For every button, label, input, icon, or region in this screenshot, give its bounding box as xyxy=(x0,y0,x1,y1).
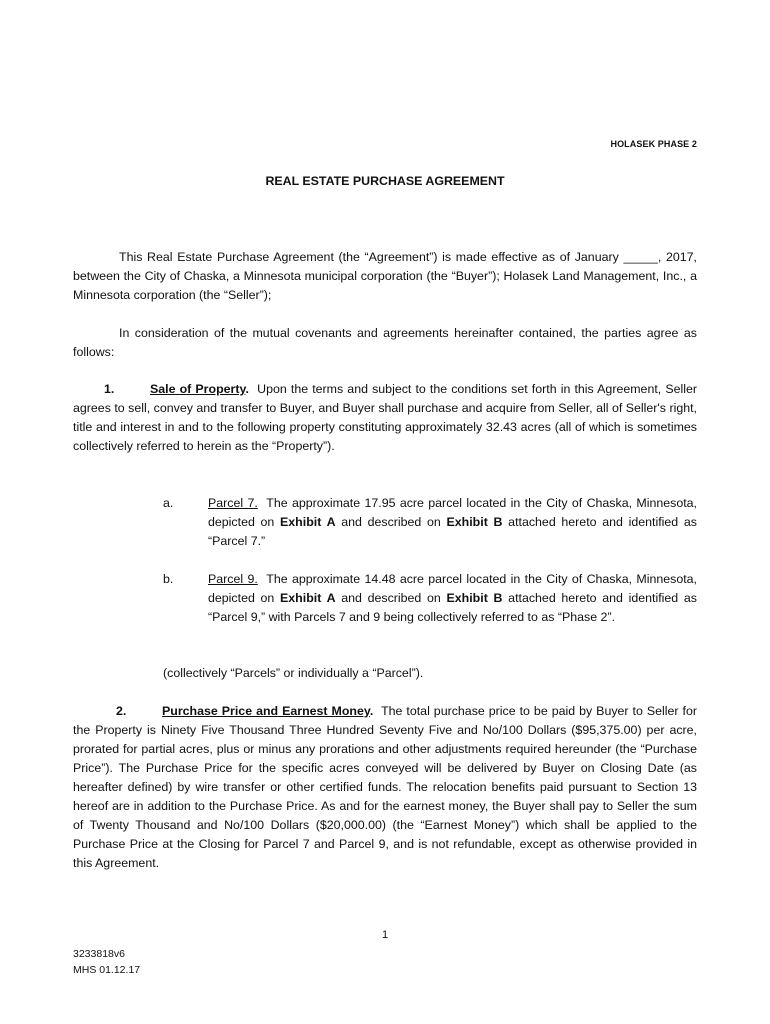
parcel-a-item xyxy=(163,494,697,551)
page-number: 1 xyxy=(381,929,389,941)
parcel-b-label: Parcel 9. xyxy=(208,572,258,586)
parcel-b-text-block xyxy=(208,570,697,627)
section-2-heading: Purchase Price and Earnest Money xyxy=(162,704,370,718)
section-1 xyxy=(73,380,697,456)
parcel-b-text2: and described on xyxy=(341,591,441,605)
footer xyxy=(73,946,140,978)
intro-paragraph xyxy=(73,248,697,305)
parcel-b-item xyxy=(163,570,697,627)
section-2-number: 2. xyxy=(116,704,127,718)
section-2 xyxy=(73,702,697,873)
section-1-paragraph xyxy=(73,380,697,456)
parcel-a-text-block xyxy=(208,494,697,551)
consideration-paragraph xyxy=(73,324,697,362)
section-2-paragraph xyxy=(73,702,697,873)
parcel-a-exhibit-b: Exhibit B xyxy=(446,515,503,529)
section-1-number: 1. xyxy=(104,382,115,396)
collective-definition: (collectively “Parcels” or individually a “Parcel”). xyxy=(163,666,424,680)
parcel-a-label: Parcel 7. xyxy=(208,496,258,510)
parcel-a-text3: attached hereto and identified as “Parcel 7.” xyxy=(208,515,697,548)
section-2-heading-punct: . xyxy=(369,704,374,718)
intro-text: This Real Estate Purchase Agreement (the “Agreement”) is made effective as of January _____, 2017, between the City of Chaska, a Minnesota municipal corporation (the “Buyer”); Holasek Land Management, Inc., a Minnesota corporation (the “Seller”); xyxy=(73,250,697,302)
parcel-a-exhibit-a: Exhibit A xyxy=(280,515,336,529)
footer-initials-date: MHS 01.12.17 xyxy=(73,964,141,976)
parcel-b-text1: The approximate 14.48 acre parcel located in the City of Chaska, Minnesota, depicted on xyxy=(208,572,697,605)
parcel-a-letter: a. xyxy=(163,496,174,510)
parcel-a-text1: The approximate 17.95 acre parcel located in the City of Chaska, Minnesota, depicted on xyxy=(208,496,697,529)
parcel-b-letter: b. xyxy=(163,572,174,586)
parcel-b-exhibit-b: Exhibit B xyxy=(446,591,503,605)
section-1-heading-punct: . xyxy=(245,382,249,396)
section-1-heading: Sale of Property xyxy=(150,382,246,396)
header-tag: HOLASEK PHASE 2 xyxy=(610,139,697,149)
section-1-text: Upon the terms and subject to the conditions set forth in this Agreement, Seller agrees to sell, convey and transfer to Buyer, and Buyer shall purchase and acquire from Seller, all of Seller's right, title and interest in and to the following property constituting approximately 32.43 acres (all of which is sometimes collectively referred to herein as the “Property”). xyxy=(73,382,698,453)
parcel-b-text3: attached hereto and identified as “Parcel 9,” with Parcels 7 and 9 being collectively referred to as “Phase 2”. xyxy=(208,591,697,624)
parcel-b-exhibit-a: Exhibit A xyxy=(280,591,336,605)
document-title: REAL ESTATE PURCHASE AGREEMENT xyxy=(265,174,505,188)
consideration-text: In consideration of the mutual covenants and agreements hereinafter contained, the parties agree as follows: xyxy=(73,326,697,359)
section-2-text: The total purchase price to be paid by Buyer to Seller for the Property is Ninety Five Thousand Three Hundred Seventy Five and No/100 Dollars ($95,375.00) per acre, prorated for partial acres, plus or minus any prorations and other adjustments required hereunder (the “Purchase Price”). The Purchase Price for the specific acres conveyed will be delivered by Buyer on Closing Date (as hereafter defined) by wire transfer or other certified funds. The relocation benefits paid pursuant to Section 13 hereof are in addition to the Purchase Price. As and for the earnest money, the Buyer shall pay to Seller the sum of Twenty Thousand and No/100 Dollars ($20,000.00) (the “Earnest Money”) which shall be applied to the Purchase Price at the Closing for Parcel 7 and Parcel 9, and is not refundable, except as otherwise provided in this Agreement. xyxy=(73,704,697,870)
parcel-a-text2: and described on xyxy=(341,515,441,529)
footer-doc-id: 3233818v6 xyxy=(73,948,125,960)
